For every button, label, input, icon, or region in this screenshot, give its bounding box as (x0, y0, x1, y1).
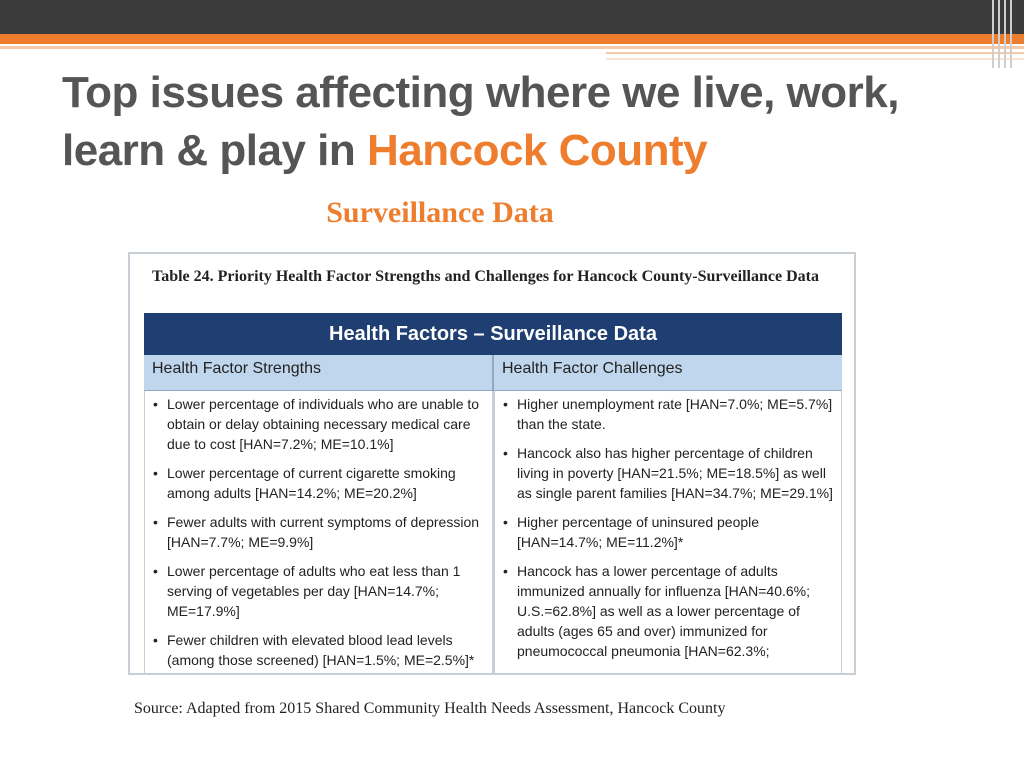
challenge-item: • Higher percentage of uninsured people [HAN=14.7%; ME=11.2%]* (503, 512, 833, 552)
decorative-vertical-lines (992, 0, 1016, 68)
decorative-stripe (606, 58, 1024, 60)
title-text: Top issues affecting where we live, work, learn & play in (62, 68, 899, 175)
column-header-challenges: Health Factor Challenges (494, 355, 842, 391)
strengths-list (145, 391, 492, 670)
slide-title (62, 64, 982, 180)
strength-item: • Fewer children with elevated blood lead levels (among those screened) [HAN=1.5%; ME=2.5%]* (153, 630, 484, 670)
challenge-item: • Higher unemployment rate [HAN=7.0%; ME=5.7%] than the state. (503, 394, 833, 434)
source-citation: Source: Adapted from 2015 Shared Community Health Needs Assessment, Hancock County (134, 700, 726, 717)
challenge-item: • Hancock has a lower percentage of adults immunized annually for influenza [HAN=40.6%; U.S.=62.8%] as well as a lower percentage of adults (ages 65 and over) immunized for pneumococcal pneumonia [HAN=62.3%; (503, 561, 833, 661)
title-county-highlight: Hancock County (366, 126, 708, 175)
challenge-item: • Hancock also has higher percentage of children living in poverty [HAN=21.5%; ME=18.5%] as well as single parent families [HAN=34.7%; ME=29.1%] (503, 443, 833, 503)
top-dark-bar (0, 0, 1024, 34)
decorative-stripe (0, 46, 1024, 49)
strength-item: • Fewer adults with current symptoms of depression [HAN=7.7%; ME=9.9%] (153, 512, 484, 552)
strength-item: • Lower percentage of individuals who are unable to obtain or delay obtaining necessary medical care due to cost [HAN=7.2%; ME=10.1%] (153, 394, 484, 454)
table-caption: Table 24. Priority Health Factor Strengths and Challenges for Hancock County-Surveillance Data (152, 268, 819, 285)
column-header-strengths: Health Factor Strengths (144, 355, 494, 391)
strength-item: • Lower percentage of current cigarette smoking among adults [HAN=14.2%; ME=20.2%] (153, 463, 484, 503)
strength-item: • Lower percentage of adults who eat less than 1 serving of vegetables per day [HAN=14.7%; ME=17.9%] (153, 561, 484, 621)
table-heading: Health Factors – Surveillance Data (144, 313, 842, 355)
table-image (128, 252, 856, 675)
challenges-column (494, 391, 842, 675)
strengths-column (144, 391, 494, 675)
top-accent-bar (0, 34, 1024, 44)
decorative-stripe (606, 52, 1024, 54)
challenges-list (495, 391, 841, 661)
slide-subtitle: Surveillance Data (326, 196, 554, 229)
